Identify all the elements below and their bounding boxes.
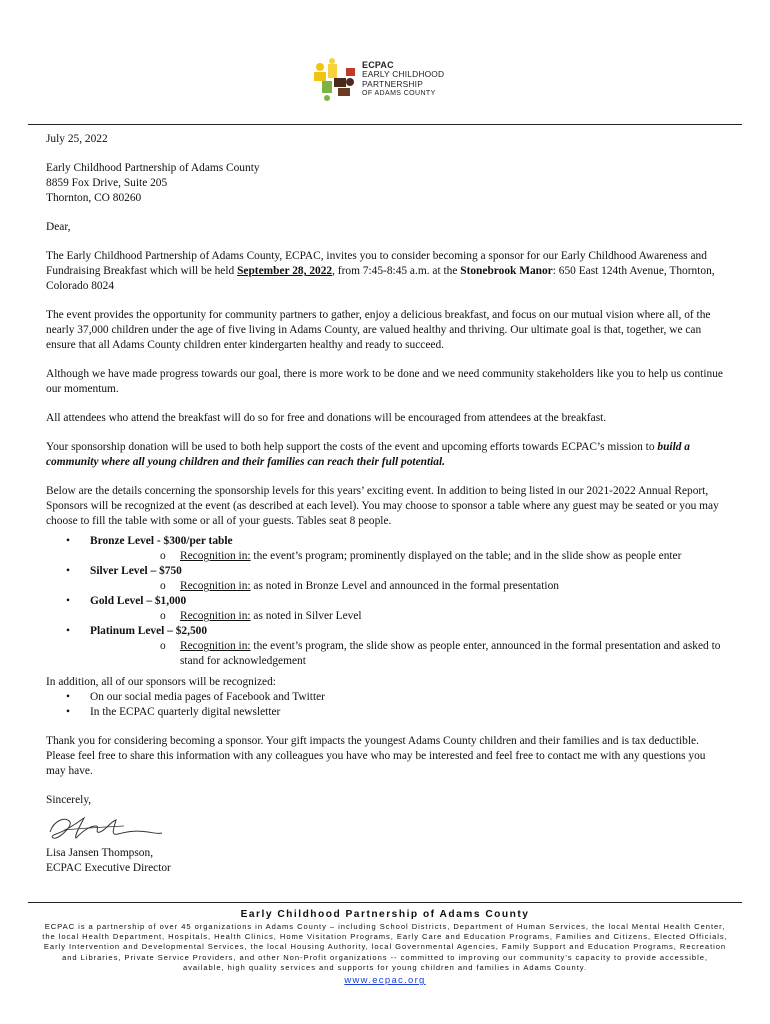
recipient-address <box>46 161 726 206</box>
paragraph-thanks: Thank you for considering becoming a sponsor. Your gift impacts the youngest Adams County children and their families and is tax deductible. Please feel free to share this information with any colleagues you have who may be interested and feel free to contact me with any questions you may have. <box>46 735 706 777</box>
list-item: • On our social media pages of Facebook and Twitter <box>46 690 726 705</box>
signer-name: Lisa Jansen Thompson, <box>46 847 154 859</box>
level-recognition <box>90 549 726 564</box>
logo-line-1: EARLY CHILDHOOD <box>362 69 445 80</box>
paragraph-additional-recognition: In addition, all of our sponsors will be recognized: <box>46 676 276 688</box>
list-item: • In the ECPAC quarterly digital newsletter <box>46 705 726 720</box>
level-silver <box>46 564 726 594</box>
logo-wordmark <box>362 61 444 99</box>
invitation-text-b: , from 7:45-8:45 a.m. at the <box>332 265 461 277</box>
salutation: Dear, <box>46 221 71 233</box>
handwritten-signature <box>44 812 164 844</box>
signer-title: ECPAC Executive Director <box>46 862 171 874</box>
event-venue: Stonebrook Manor <box>460 265 553 277</box>
logo-line-3: OF ADAMS COUNTY <box>362 90 436 98</box>
level-bronze <box>46 534 726 564</box>
level-platinum <box>46 624 726 669</box>
mission-statement: build a community where all young children and their families can reach their full potential. <box>46 441 690 468</box>
address-street: 8859 Fox Drive, Suite 205 <box>46 177 168 189</box>
recognition-detail: as noted in Silver Level <box>250 610 362 622</box>
level-name: Platinum Level – $2,500 <box>90 625 208 637</box>
recognition-label: Recognition in: <box>180 640 251 652</box>
level-gold <box>46 594 726 624</box>
footer-description: ECPAC is a partnership of over 45 organizations in Adams County – including School Districts, Department of Human Services, the local Mental Health Center, the local Health Department, Hospitals, Health Clinics, Home Visitation Programs, Early Care and Education Programs, Families and Citizens, Elected Officials, Early Intervention and Developmental Services, the local Housing Authority, local Governmental Agencies, Family Support and Education Programs, Recreation and Libraries, Private Service Providers, and other Non-Profit organizations -- committed to improving our community’s capacity to provide accessible, available, high quality services and supports for young children and families in Adams County. <box>42 922 728 972</box>
sub-bullet: o <box>160 640 166 652</box>
paragraph-mission <box>46 440 726 470</box>
invitation-text-a: The Early Childhood Partnership of Adams County, ECPAC, invites you to consider becoming a sponsor for our Early Childhood Awareness and Fundraising Breakfast which will be held <box>46 250 707 277</box>
level-recognition <box>90 639 726 669</box>
level-recognition <box>90 579 726 594</box>
footer-divider <box>28 902 742 903</box>
level-name: Gold Level – $1,000 <box>90 595 187 607</box>
additional-recognition-list <box>46 690 726 720</box>
letter-body <box>46 132 726 876</box>
recognition-detail: as noted in Bronze Level and announced in the formal presentation <box>250 580 559 592</box>
website-link[interactable]: www.ecpac.org <box>344 975 426 987</box>
recognition-detail: the event’s program; prominently displayed on the table; and in the slide show as people enter <box>250 550 682 562</box>
paragraph-vision: The event provides the opportunity for community partners to gather, enjoy a delicious breakfast, and focus on our mutual vision where all, of the nearly 37,000 children under the age of five living in Adams County, are valued healthy and thriving. Our ultimate goal is that, together, we can ensure that all Adams County children enter kindergarten healthy and ready to succeed. <box>46 309 711 351</box>
paragraph-levels-intro: Below are the details concerning the sponsorship levels for this years’ exciting event. In addition to being listed in our 2021-2022 Annual Report, Sponsors will be recognized at the event (as described at each level). You may choose to sponsor a table where any guest may be seated or you may choose to fill the table with some or all of your guests. Tables seat 8 people. <box>46 485 719 527</box>
closing: Sincerely, <box>46 794 92 806</box>
logo-line-2: PARTNERSHIP <box>362 78 423 89</box>
address-org: Early Childhood Partnership of Adams County <box>46 162 260 174</box>
level-name: Silver Level – $750 <box>90 565 182 577</box>
logo-brand: ECPAC <box>362 60 394 70</box>
recognition-label: Recognition in: <box>180 580 251 592</box>
footer <box>40 909 730 986</box>
address-city: Thornton, CO 80260 <box>46 192 142 204</box>
recognition-label: Recognition in: <box>180 550 251 562</box>
sub-bullet: o <box>160 580 166 592</box>
footer-title: Early Childhood Partnership of Adams County <box>240 909 530 920</box>
paragraph-attendees: All attendees who attend the breakfast will do so for free and donations will be encouraged from attendees at the breakfast. <box>46 412 607 424</box>
sub-bullet: o <box>160 550 166 562</box>
mission-intro: Your sponsorship donation will be used to both help support the costs of the event and upcoming efforts towards ECPAC’s mission to <box>46 441 658 453</box>
letter-date: July 25, 2022 <box>46 133 108 145</box>
sponsorship-levels-list <box>46 534 726 669</box>
paragraph-progress: Although we have made progress towards our goal, there is more work to be done and we need community stakeholders like you to help us continue our momentum. <box>46 368 723 395</box>
level-name: Bronze Level - $300/per table <box>90 535 233 547</box>
header-divider <box>28 124 742 125</box>
ecpac-logo <box>312 58 472 102</box>
paragraph-invitation <box>46 249 726 294</box>
recognition-label: Recognition in: <box>180 610 251 622</box>
event-date: September 28, 2022 <box>237 265 333 277</box>
level-recognition <box>90 609 726 624</box>
invitation-text-c: : 650 East 124th Avenue, Thornton, Colorado 8024 <box>46 265 715 292</box>
sub-bullet: o <box>160 610 166 622</box>
ecpac-puzzle-people-logo-icon <box>312 58 360 102</box>
recognition-detail: the event’s program, the slide show as people enter, announced in the formal presentation and asked to stand for acknowledgement <box>180 640 721 667</box>
